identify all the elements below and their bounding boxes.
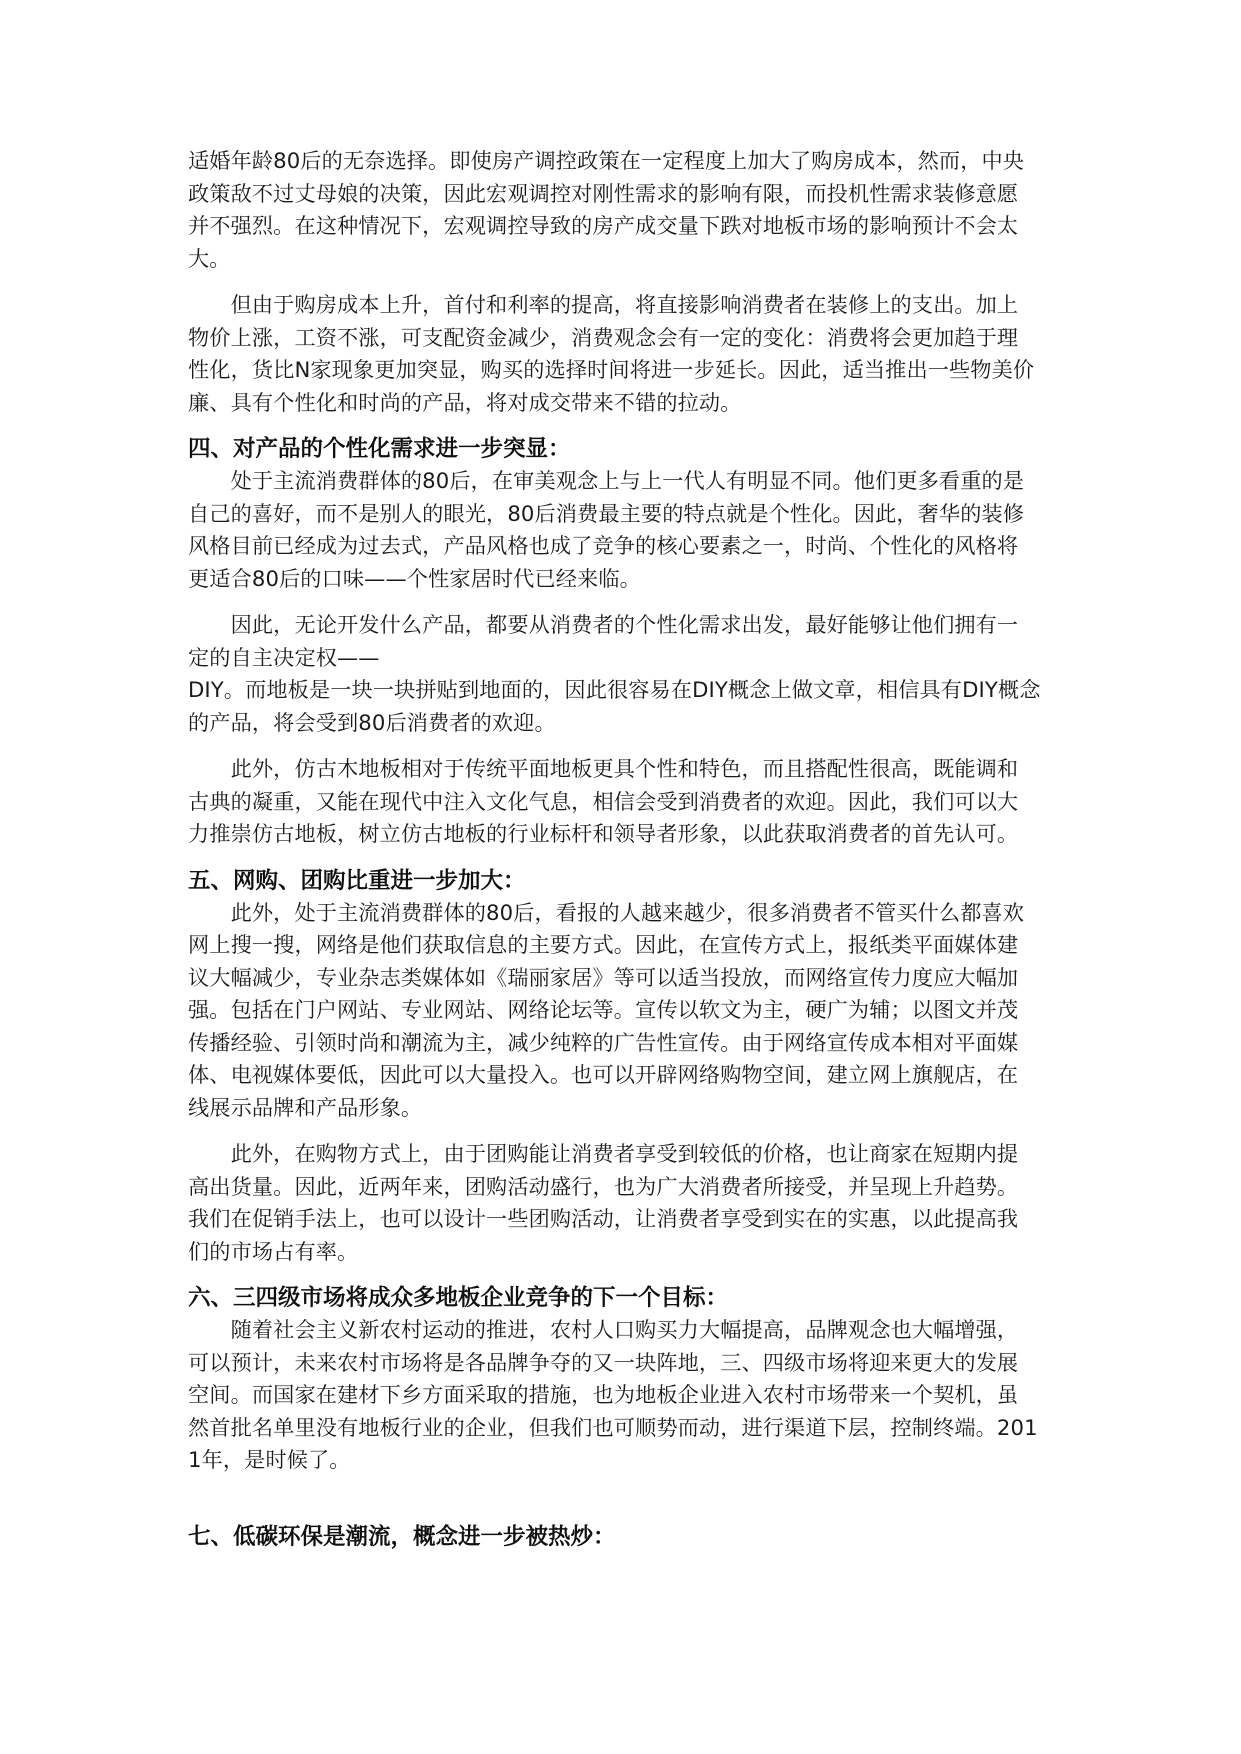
body-paragraph: 但由于购房成本上升，首付和利率的提高，将直接影响消费者在装修上的支出。加上 物价上涨，工资不涨，可支配资金减少，消费观念会有一定的变化：消费将会更加趋于理 性化，货比N家现象更加突显，购买的选择时间将进一步延长。因此，适当推出一些物美价 廉、具有个性化和时尚的产品，将对成交带来不错的拉动。 bbox=[188, 292, 1035, 415]
body-paragraph: 处于主流消费群体的80后，在审美观念上与上一代人有明显不同。他们更多看重的是 自己的喜好，而不是别人的眼光，80后消费最主要的特点就是个性化。因此，奢华的装修 风格目前已经成为过去式，产品风格也成了竞争的核心要素之一，时尚、个性化的风格将 更适合80后的口味——个性家居时代已经来临。 bbox=[188, 468, 1025, 591]
section-heading-4: 四、对产品的个性化需求进一步突显： bbox=[188, 436, 571, 462]
body-paragraph: 此外，在购物方式上，由于团购能让消费者享受到较低的价格，也让商家在短期内提 高出货量。因此，近两年来，团购活动盛行，也为广大消费者所接受，并呈现上升趋势。 我们在促销手法上，也可以设计一些团购活动，让消费者享受到实在的实惠，以此提高我 们的市场占有率。 bbox=[188, 1141, 1019, 1264]
document-page bbox=[188, 145, 1056, 1553]
section-heading-7: 七、低碳环保是潮流，概念进一步被热炒： bbox=[188, 1523, 616, 1550]
body-paragraph: 适婚年龄80后的无奈选择。即使房产调控政策在一定程度上加大了购房成本，然而，中央 政策敌不过丈母娘的决策，因此宏观调控对刚性需求的影响有限，而投机性需求装修意愿 并不强烈。在这种情况下，宏观调控导致的房产成交量下跌对地板市场的影响预计不会太 大。 bbox=[188, 148, 1025, 271]
section-heading-6: 六、三四级市场将成众多地板企业竞争的下一个目标： bbox=[188, 1285, 729, 1311]
body-paragraph: 随着社会主义新农村运动的推进，农村人口购买力大幅提高，品牌观念也大幅增强， 可以预计，未来农村市场将是各品牌争夺的又一块阵地，三、四级市场将迎来更大的发展 空间。而国家在建材下乡方面采取的措施，也为地板企业进入农村市场带来一个契机，虽 然首批名单里没有地板行业的企业，但我们也可顺势而动，进行渠道下层，控制终端。201 1年，是时候了。 bbox=[188, 1317, 1038, 1472]
body-paragraph: 此外，处于主流消费群体的80后，看报的人越来越少，很多消费者不管买什么都喜欢 网上搜一搜，网络是他们获取信息的主要方式。因此，在宣传方式上，报纸类平面媒体建 议大幅减少，专业杂志类媒体如《瑞丽家居》等可以适当投放，而网络宣传力度应大幅加 强。包括在门户网站、专业网站、网络论坛等。宣传以软文为主，硬广为辅；以图文并茂 传播经验、引领时尚和潮流为主，减少纯粹的广告性宣传。由于网络宣传成本相对平面媒 体、电视媒体要低，因此可以大量投入。也可以开辟网络购物空间，建立网上旗舰店，在 线展示品牌和产品形象。 bbox=[188, 899, 1025, 1120]
section-heading-5: 五、网购、团购比重进一步加大： bbox=[188, 867, 526, 894]
body-paragraph: 此外，仿古木地板相对于传统平面地板更具个性和特色，而且搭配性很高，既能调和 古典的凝重，又能在现代中注入文化气息，相信会受到消费者的欢迎。因此，我们可以大 力推崇仿古地板，树立仿古地板的行业标杆和领导者形象，以此获取消费者的首先认可。 bbox=[188, 756, 1019, 846]
body-paragraph: 因此，无论开发什么产品，都要从消费者的个性化需求出发，最好能够让他们拥有一 定的自主决定权—— DIY。而地板是一块一块拼贴到地面的，因此很容易在DIY概念上做文章，相信具有DIY概念 的产品，将会受到80后消费者的欢迎。 bbox=[188, 612, 1041, 735]
